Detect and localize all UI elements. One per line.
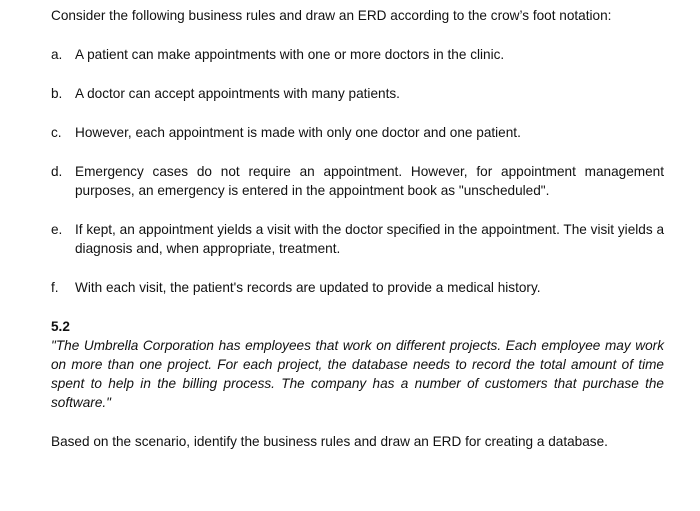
section-number: 5.2 (51, 319, 70, 334)
rule-letter: d. (51, 164, 63, 179)
rule-item-d (51, 162, 664, 200)
scenario-paragraph: "The Umbrella Corporation has employees that work on different projects. Each employee may work on more than one project. For each project, the database needs to record the total amount of time spent to help in the billing process. The company has a number of customers that purchase the software." (51, 338, 664, 410)
rule-item-a (51, 45, 664, 64)
rule-item-b (51, 84, 664, 103)
business-rules-list (51, 45, 664, 297)
intro-paragraph: Consider the following business rules and draw an ERD according to the crow’s foot notation: (51, 8, 612, 23)
rule-item-e (51, 220, 664, 258)
rule-text: Emergency cases do not require an appointment. However, for appointment management purposes, an emergency is entered in the appointment book as "unscheduled". (75, 164, 664, 198)
rule-text: A doctor can accept appointments with many patients. (75, 86, 400, 101)
task-paragraph: Based on the scenario, identify the business rules and draw an ERD for creating a database. (51, 434, 608, 449)
rule-text: If kept, an appointment yields a visit with the doctor specified in the appointment. The visit yields a diagnosis and, when appropriate, treatment. (75, 222, 664, 256)
rule-text: With each visit, the patient's records are updated to provide a medical history. (75, 280, 541, 295)
rule-letter: e. (51, 222, 63, 237)
rule-text: A patient can make appointments with one or more doctors in the clinic. (75, 47, 505, 62)
rule-letter: a. (51, 47, 63, 62)
rule-letter: f. (51, 280, 59, 295)
rule-letter: b. (51, 86, 63, 101)
rule-item-c (51, 123, 664, 142)
rule-item-f (51, 278, 664, 297)
rule-text: However, each appointment is made with only one doctor and one patient. (75, 125, 521, 140)
rule-letter: c. (51, 125, 62, 140)
